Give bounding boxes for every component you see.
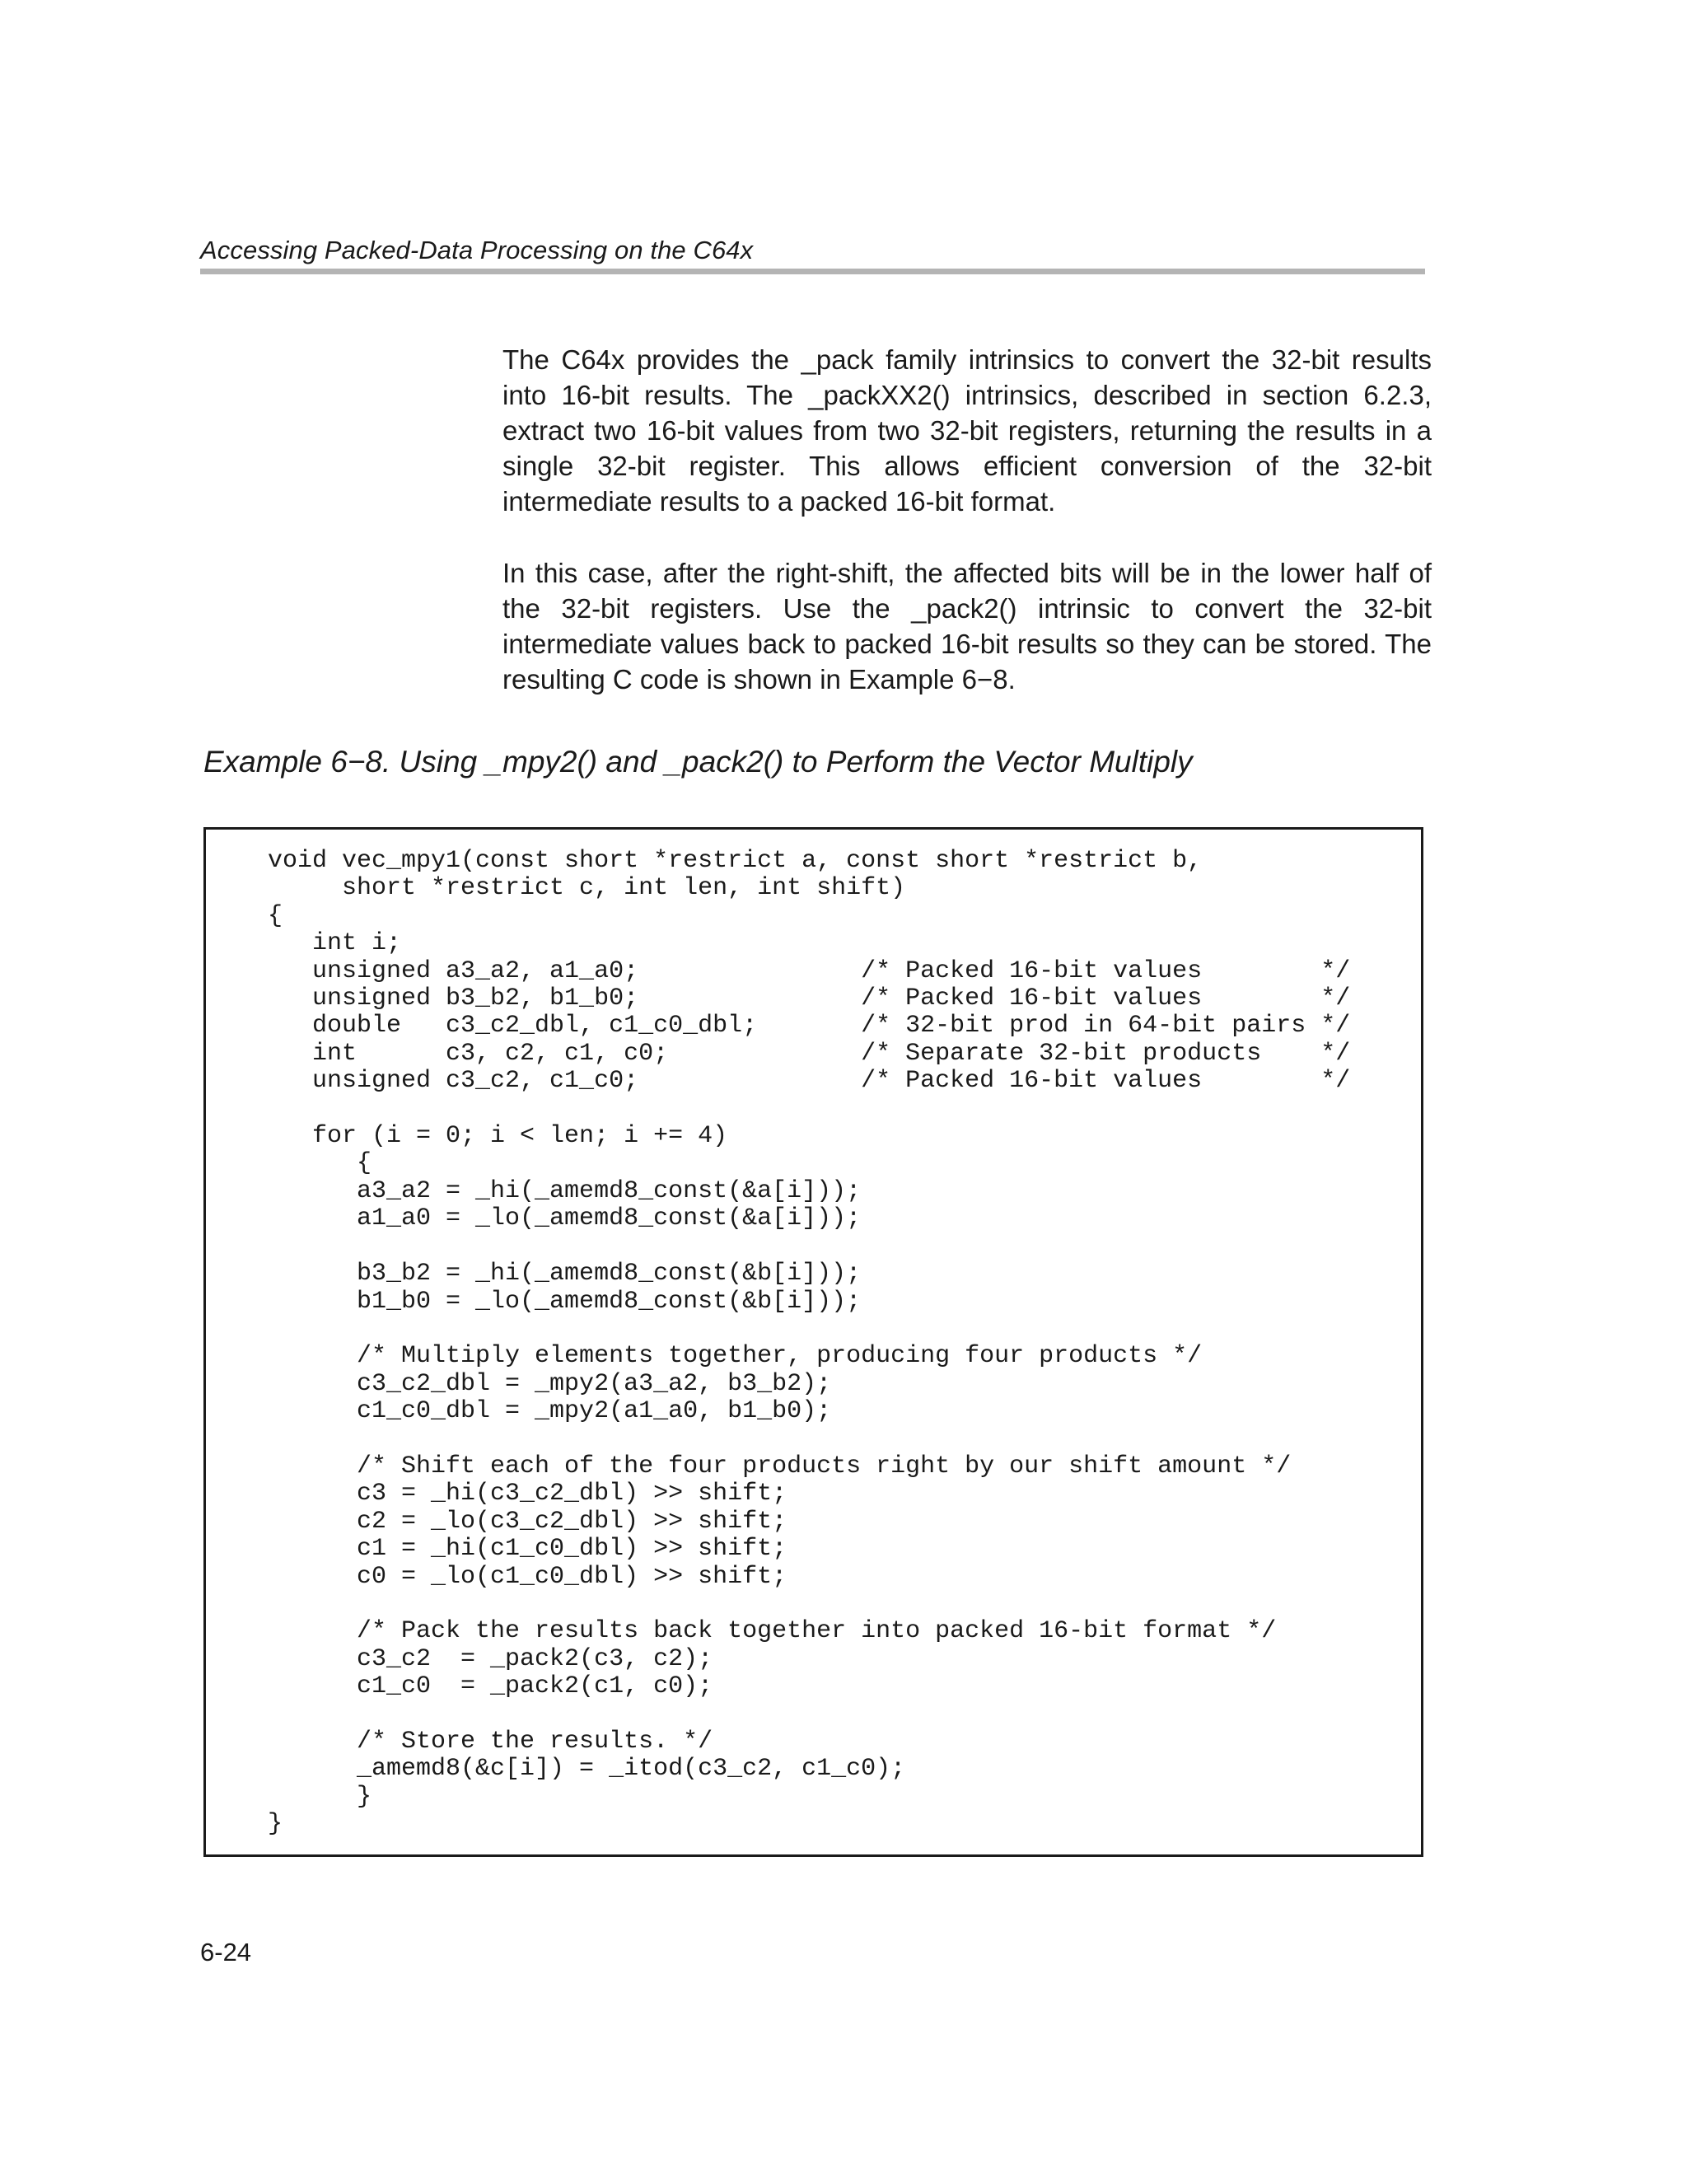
code-listing: void vec_mpy1(const short *restrict a, const short *restrict b, short *restrict c, int len, int shift) { int i; unsigned a3_a2, a1_a0; /* Packed 16-bit values */ unsigned b3_b2, b1_b0; /* Packed 16-bit values */ double c3_c2_dbl, c1_c0_dbl; /* 32-bit prod in 64-bit pairs */ int c3, c2, c1, c0; /* Separate 32-bit products */ unsigned c3_c2, c1_c0; /* Packed 16-bit values */ for (i = 0; i < len; i += 4) { a3_a2 = _hi(_amemd8_const(&a[i])); a1_a0 = _lo(_amemd8_const(&a[i])); b3_b2 = _hi(_amemd8_const(&b[i])); b1_b0 = _lo(_amemd8_const(&b[i])); /* Multiply elements together, producing four products */ c3_c2_dbl = _mpy2(a3_a2, b3_b2); c1_c0_dbl = _mpy2(a1_a0, b1_b0); /* Shift each of the four products right by our shift amount */ c3 = _hi(c3_c2_dbl) >> shift; c2 = _lo(c3_c2_dbl) >> shift; c1 = _hi(c1_c0_dbl) >> shift; c0 = _lo(c1_c0_dbl) >> shift; /* Pack the results back together into packed 16-bit format */ c3_c2 = _pack2(c3, c2); c1_c0 = _pack2(c1, c0); /* Store the results. */ _amemd8(&c[i]) = _itod(c3_c2, c1_c0); } } — [268, 847, 1351, 1839]
page-number: 6-24 — [200, 1938, 252, 1967]
example-caption: Example 6−8. Using _mpy2() and _pack2() to Perform the Vector Multiply — [203, 745, 1193, 779]
body-paragraph-2: In this case, after the right-shift, the affected bits will be in the lower half of the 32-bit registers. Use the _pack2() intrinsic to convert the 32-bit intermediate values back to packed 16-bit results so they can be stored. The resulting C code is shown in Example 6−8. — [502, 558, 1432, 694]
code-listing-box — [203, 827, 1423, 1857]
running-header: Accessing Packed-Data Processing on the C64x — [200, 236, 754, 264]
body-paragraph-1: The C64x provides the _pack family intrinsics to convert the 32-bit results into 16-bit results. The _packXX2() intrinsics, described in section 6.2.3, extract two 16-bit values from two 32-bit registers, returning the results in a single 32-bit register. This allows efficient conversion of the 32-bit intermediate results to a packed 16-bit format. — [502, 344, 1432, 517]
header-rule — [200, 269, 1425, 274]
